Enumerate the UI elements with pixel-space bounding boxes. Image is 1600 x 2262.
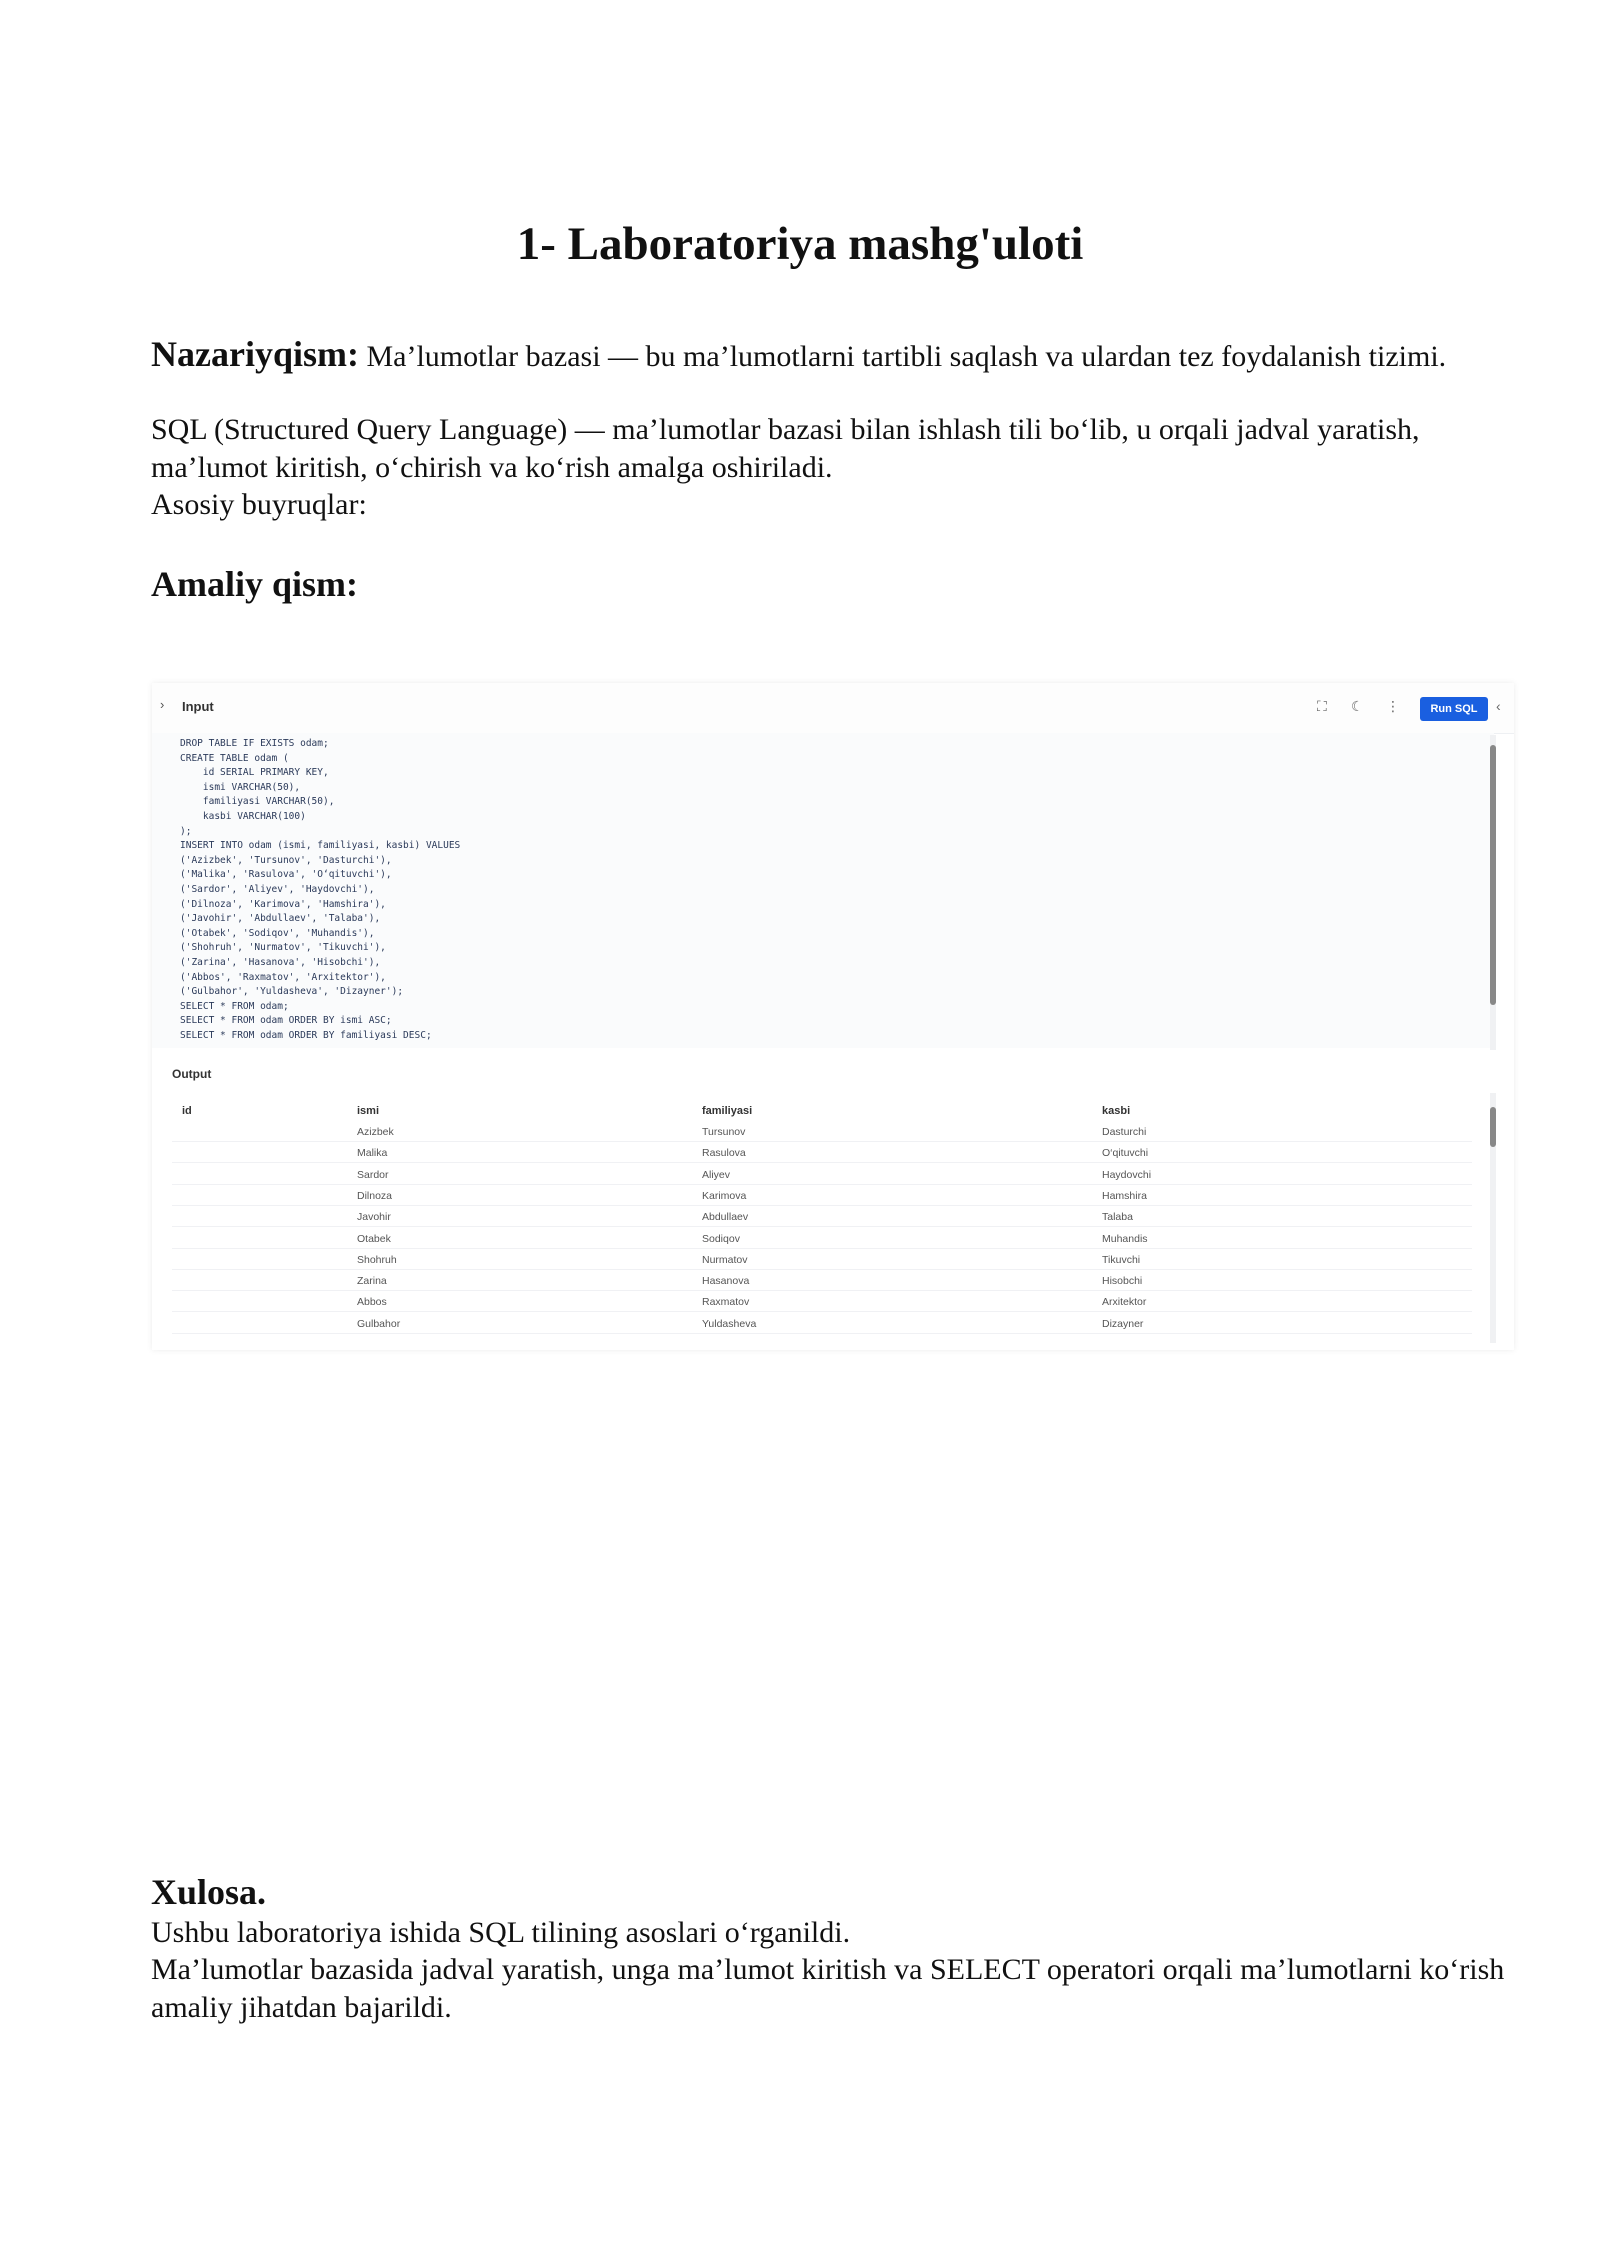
table-row xyxy=(172,1311,1472,1312)
table-row xyxy=(172,1226,1472,1227)
code-line: SELECT * FROM odam ORDER BY ismi ASC; xyxy=(180,1015,392,1027)
practice-heading: Amaliy qism: xyxy=(151,564,358,604)
cell-ismi: Shohruh xyxy=(357,1253,397,1266)
page-title: 1- Laboratoriya mashg'uloti xyxy=(516,218,1084,270)
editor-scroll-thumb[interactable] xyxy=(1490,745,1496,1005)
output-scrollbar[interactable] xyxy=(1490,1093,1496,1343)
cell-familiyasi: Yuldasheva xyxy=(702,1317,757,1330)
theory-line-2: SQL (Structured Query Language) — ma’lumotlar bazasi bilan ishlash tili bo‘lib, u orqali jadval yaratish, ma’lumot kiritish, o‘chirish va ko‘rish amalga oshiriladi. xyxy=(151,413,1420,484)
cell-kasbi: Arxitektor xyxy=(1102,1296,1147,1309)
cell-familiyasi: Hasanova xyxy=(702,1275,750,1288)
code-line: ('Azizbek', 'Tursunov', 'Dasturchi'), xyxy=(180,854,392,866)
cell-ismi: Zarina xyxy=(357,1275,387,1288)
table-row xyxy=(172,1290,1472,1291)
code-line: ('Otabek', 'Sodiqov', 'Muhandis'), xyxy=(180,927,375,939)
cell-familiyasi: Abdullaev xyxy=(702,1211,749,1224)
sql-editor-screenshot xyxy=(152,683,1514,1350)
code-line: ('Zarina', 'Hasanova', 'Hisobchi'), xyxy=(180,957,381,968)
code-line: id SERIAL PRIMARY KEY, xyxy=(180,767,329,779)
fullscreen-icon[interactable]: ⛶ xyxy=(1317,698,1327,714)
code-line: ('Abbos', 'Raxmatov', 'Arxitektor'), xyxy=(180,971,386,983)
cell-ismi: Azizbek xyxy=(357,1126,394,1138)
run-sql-button[interactable]: Run SQL xyxy=(1420,697,1488,721)
cell-ismi: Sardor xyxy=(357,1168,389,1181)
cell-ismi: Javohir xyxy=(357,1211,391,1224)
cell-kasbi: Talaba xyxy=(1102,1211,1133,1224)
code-line: CREATE TABLE odam ( xyxy=(180,752,289,764)
more-vertical-icon[interactable]: ⋮ xyxy=(1386,698,1400,714)
conclusion-line-1: Ushbu laboratoriya ishida SQL tilining asoslari o‘rganildi. xyxy=(151,1916,851,1949)
cell-kasbi: Hamshira xyxy=(1102,1189,1147,1202)
cell-ismi: Malika xyxy=(357,1147,388,1160)
table-row xyxy=(172,1269,1472,1270)
chevron-left-icon[interactable]: ‹ xyxy=(1496,698,1501,714)
output-label: Output xyxy=(172,1067,212,1081)
cell-kasbi: Hisobchi xyxy=(1102,1275,1143,1288)
code-line: SELECT * FROM odam; xyxy=(180,1000,289,1012)
cell-kasbi: Tikuvchi xyxy=(1102,1253,1141,1266)
code-line: SELECT * FROM odam ORDER BY familiyasi DESC; xyxy=(180,1030,432,1041)
cell-familiyasi: Raxmatov xyxy=(702,1296,750,1309)
editor-scrollbar[interactable] xyxy=(1490,735,1496,1050)
cell-familiyasi: Nurmatov xyxy=(702,1253,748,1266)
code-line: ('Dilnoza', 'Karimova', 'Hamshira'), xyxy=(180,898,386,910)
code-line: ('Javohir', 'Abdullaev', 'Talaba'), xyxy=(180,913,381,925)
code-line: ('Malika', 'Rasulova', 'O‘qituvchi'), xyxy=(180,869,392,881)
code-line: kasbi VARCHAR(100) xyxy=(180,811,306,822)
cell-ismi: Dilnoza xyxy=(357,1189,393,1202)
cell-kasbi: Dasturchi xyxy=(1102,1126,1147,1138)
code-line: ('Sardor', 'Aliyev', 'Haydovchi'), xyxy=(180,884,375,895)
table-row xyxy=(172,1162,1472,1163)
cell-ismi: Abbos xyxy=(357,1296,387,1309)
code-line: ismi VARCHAR(50), xyxy=(180,781,301,793)
chevron-right-icon[interactable]: › xyxy=(160,697,165,712)
conclusion-heading: Xulosa. xyxy=(151,1872,267,1912)
cell-ismi: Otabek xyxy=(357,1232,391,1245)
column-header-kasbi: kasbi xyxy=(1102,1105,1131,1117)
column-header-id: id xyxy=(182,1105,192,1117)
table-row xyxy=(172,1248,1472,1249)
column-header-ismi: ismi xyxy=(357,1105,380,1117)
conclusion-line-2: Ma’lumotlar bazasida jadval yaratish, unga ma’lumot kiritish va SELECT operatori orqali ma’lumotlarni ko‘rish amaliy jihatdan bajarildi. xyxy=(151,1953,1505,2024)
code-line: ('Gulbahor', 'Yuldasheva', 'Dizayner'); xyxy=(180,986,404,998)
cell-kasbi: Haydovchi xyxy=(1102,1168,1152,1181)
input-label: Input xyxy=(182,699,214,714)
code-line: INSERT INTO odam (ismi, familiyasi, kasbi) VALUES xyxy=(180,840,461,852)
table-row xyxy=(172,1333,1472,1334)
theory-paragraph xyxy=(151,336,1521,376)
theory-heading: Nazariyqism: xyxy=(151,334,359,374)
table-row xyxy=(172,1205,1472,1206)
table-row xyxy=(172,1184,1472,1185)
code-line: familiyasi VARCHAR(50), xyxy=(180,796,335,808)
output-scroll-thumb[interactable] xyxy=(1490,1107,1496,1147)
cell-familiyasi: Aliyev xyxy=(702,1168,731,1181)
code-line: DROP TABLE IF EXISTS odam; xyxy=(180,738,329,749)
cell-kasbi: Dizayner xyxy=(1102,1317,1144,1330)
code-line: ); xyxy=(180,825,192,837)
theory-line-3: Asosiy buyruqlar: xyxy=(151,488,367,521)
editor-toolbar xyxy=(152,683,1514,734)
code-editor[interactable] xyxy=(152,733,1494,1048)
cell-familiyasi: Sodiqov xyxy=(702,1232,740,1245)
moon-icon[interactable]: ☾ xyxy=(1351,698,1364,714)
cell-kasbi: Muhandis xyxy=(1102,1232,1148,1245)
column-header-familiyasi: familiyasi xyxy=(702,1105,753,1117)
cell-familiyasi: Rasulova xyxy=(702,1147,746,1160)
code-line: ('Shohruh', 'Nurmatov', 'Tikuvchi'), xyxy=(180,942,386,954)
cell-familiyasi: Karimova xyxy=(702,1189,747,1202)
cell-familiyasi: Tursunov xyxy=(702,1126,746,1138)
theory-line-1: Ma’lumotlar bazasi — bu ma’lumotlarni tartibli saqlash va ulardan tez foydalanish tizimi. xyxy=(366,340,1447,373)
cell-ismi: Gulbahor xyxy=(357,1317,401,1330)
cell-kasbi: O‘qituvchi xyxy=(1102,1147,1149,1160)
table-row xyxy=(172,1141,1472,1142)
